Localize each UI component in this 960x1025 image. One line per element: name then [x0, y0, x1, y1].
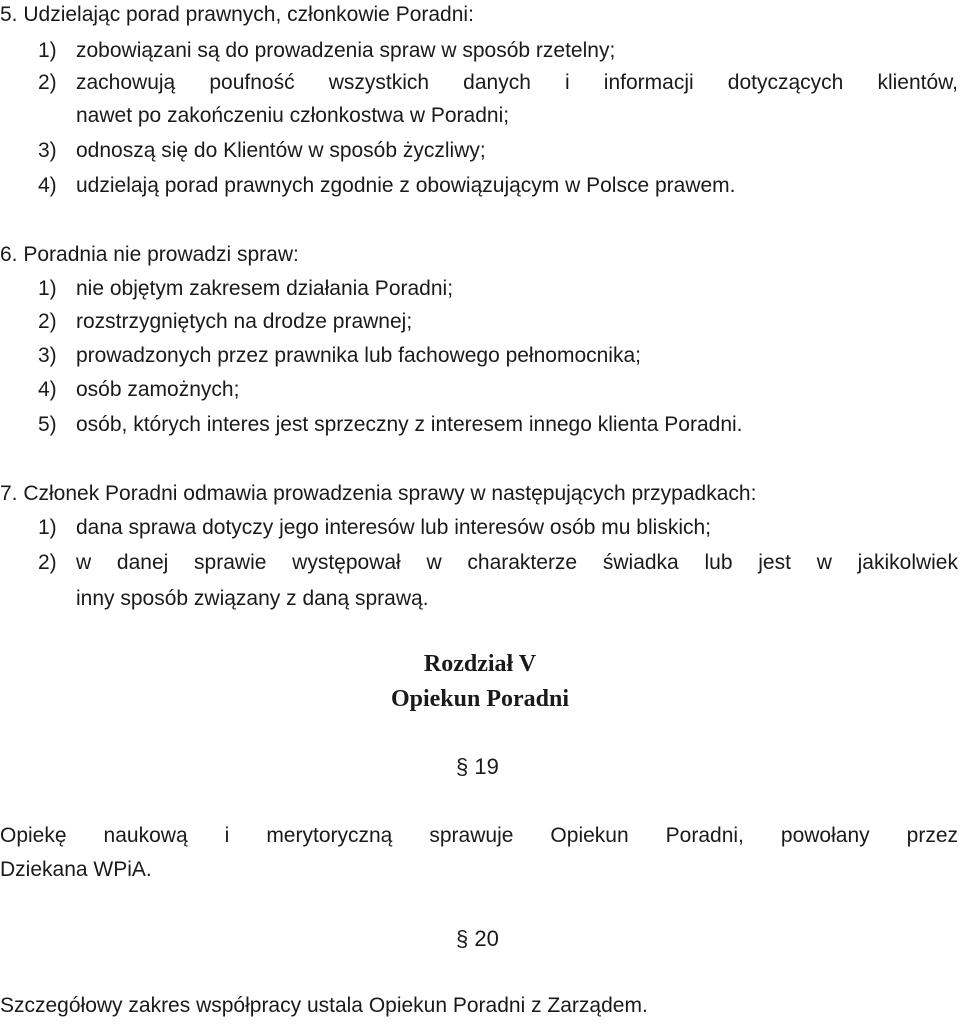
point-5-item-2-continuation: nawet po zakończeniu członkostwa w Poradni;	[76, 104, 510, 127]
section-19-sign: § 19	[456, 754, 499, 779]
section-19-line-1: Opiekę naukową i merytoryczną sprawuje Opiekun Poradni, powołany przez	[0, 824, 958, 847]
point-5-item-1-number: 1)	[38, 39, 57, 62]
section-20-text: Szczegółowy zakres współpracy ustala Opiekun Poradni z Zarządem.	[0, 994, 648, 1017]
point-6-item-5-text: osób, których interes jest sprzeczny z interesem innego klienta Poradni.	[76, 413, 743, 436]
section-19-line-2: Dziekana WPiA.	[0, 858, 152, 881]
point-5-item-4-text: udzielają porad prawnych zgodnie z obowiązującym w Polsce prawem.	[76, 174, 736, 197]
point-5-item-2-text: zachowują poufność wszystkich danych i informacji dotyczących klientów,	[76, 71, 958, 94]
point-7-intro: 7. Członek Poradni odmawia prowadzenia sprawy w następujących przypadkach:	[0, 482, 757, 505]
point-6-item-2-text: rozstrzygniętych na drodze prawnej;	[76, 310, 413, 333]
point-6-item-5-number: 5)	[38, 413, 57, 436]
point-5-item-2-number: 2)	[38, 71, 57, 94]
point-6-item-2-number: 2)	[38, 310, 57, 333]
point-7-item-1-text: dana sprawa dotyczy jego interesów lub interesów osób mu bliskich;	[76, 516, 711, 539]
point-7-item-2-number: 2)	[38, 551, 57, 574]
point-6-item-1-text: nie objętym zakresem działania Poradni;	[76, 277, 454, 300]
point-6-intro: 6. Poradnia nie prowadzi spraw:	[0, 243, 299, 266]
point-7-item-2-text: w danej sprawie występował w charakterze świadka lub jest w jakikolwiek	[76, 551, 958, 574]
point-6-item-1-number: 1)	[38, 277, 57, 300]
section-20-sign: § 20	[456, 926, 499, 951]
chapter-number: Rozdział V	[423, 651, 537, 677]
point-7-item-2-continuation: inny sposób związany z daną sprawą.	[76, 587, 429, 610]
point-5-item-3-text: odnoszą się do Klientów w sposób życzliwy;	[76, 139, 486, 162]
point-6-item-4-number: 4)	[38, 378, 57, 401]
point-6-item-4-text: osób zamożnych;	[76, 378, 240, 401]
point-6-item-3-number: 3)	[38, 344, 57, 367]
point-5-item-3-number: 3)	[38, 139, 57, 162]
point-5-intro: 5. Udzielając porad prawnych, członkowie Poradni:	[0, 3, 474, 26]
point-7-item-1-number: 1)	[38, 516, 57, 539]
point-6-item-3-text: prowadzonych przez prawnika lub fachowego pełnomocnika;	[76, 344, 641, 367]
chapter-title: Opiekun Poradni	[390, 686, 570, 712]
point-5-item-1-text: zobowiązani są do prowadzenia spraw w sposób rzetelny;	[76, 39, 616, 62]
point-5-item-4-number: 4)	[38, 174, 57, 197]
